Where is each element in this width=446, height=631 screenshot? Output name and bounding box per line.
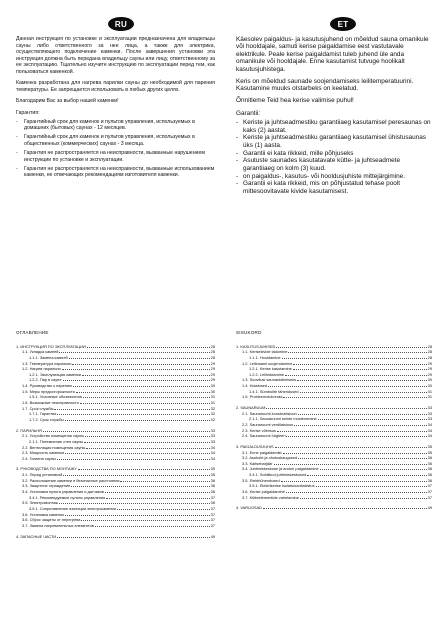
toc-entry-title: 4. VARUOSAD bbox=[236, 505, 262, 511]
et-intro-column bbox=[236, 36, 432, 318]
toc-dot-leader bbox=[65, 511, 210, 516]
toc-entry-title: 2.3. Kerise võimsus bbox=[242, 427, 276, 433]
toc-entry-page: 35 bbox=[210, 472, 215, 478]
toc-dot-leader bbox=[286, 488, 427, 493]
toc-entry-title: 1.5. Меры предосторожности bbox=[22, 388, 75, 394]
toc-entry-page: 28 bbox=[210, 354, 215, 360]
list-item: - Keriste ja juhtseadmestiku garantiiaeg kasutamisel peresaunas on kaks (2) aastat. bbox=[236, 119, 431, 134]
toc-entry-title: 3.4.1. Рекомендуемые пульты управления bbox=[29, 494, 106, 500]
toc-entry-title: 1.4.1. Sümbolite tähendused bbox=[249, 388, 299, 394]
toc-dot-leader bbox=[78, 466, 210, 471]
toc-dot-leader bbox=[83, 394, 210, 399]
toc-entry-title: 1.5.1. Условные обозначения bbox=[29, 394, 82, 400]
toc-dot-leader bbox=[71, 483, 209, 488]
list-item: - Garantii ei kata rikkeid, mis on põhjustatud tehase poolt mittesoovitavate kivide kasutamisest. bbox=[236, 180, 401, 195]
toc-dot-leader bbox=[43, 427, 210, 432]
toc-entry-page: 29 bbox=[210, 371, 215, 377]
toc-dot-leader bbox=[106, 494, 209, 499]
toc-entry-title: 1.1.1. Замена камней bbox=[29, 354, 68, 360]
toc-entry-title: 4. ЗАПАСНЫЕ ЧАСТИ bbox=[16, 533, 57, 539]
toc-entry-page: 29 bbox=[210, 377, 215, 383]
toc-entry-title: 2.1.1. Saunaruumi seinte mustenemine bbox=[249, 416, 317, 422]
toc-entry-title: 3.7. Kütteelementide vahetamine bbox=[242, 494, 299, 500]
toc-entry-page: 49 bbox=[210, 533, 215, 539]
toc-dot-leader bbox=[283, 394, 426, 399]
toc-entry bbox=[236, 494, 432, 500]
toc-dot-leader bbox=[82, 371, 210, 376]
toc-entry-title: 1.4. Hoiatused bbox=[242, 383, 268, 389]
ru-guarantee-label: Гарантия: bbox=[16, 109, 40, 116]
toc-entry-page: 36 bbox=[210, 489, 215, 495]
toc-entry-title: 1.2.2. Leiliviskamine bbox=[249, 371, 285, 377]
toc-dot-leader bbox=[87, 343, 210, 348]
ru-intro-paragraph: Данная инструкция по установке и эксплуатации предназначена для владельцы сауны либо ответственного за нее лица, а также для электрика, осуществляющего подключение каменки. После завершения установки эта инструкция должна быть передана владельцу сауны или лицу, ответственному за ее эксплуатацию. Тщательно изучите инструкцию по эксплуатации перед тем, как пользоваться каменкой. bbox=[16, 36, 215, 75]
toc-dot-leader bbox=[84, 438, 209, 443]
toc-dot-leader bbox=[298, 410, 427, 415]
toc-entry-title: 3.5. Электромонтаж bbox=[22, 500, 59, 506]
toc-dot-leader bbox=[73, 383, 210, 388]
toc-dot-leader bbox=[318, 416, 427, 421]
toc-dot-leader bbox=[288, 349, 426, 354]
toc-entry-title: 1.7.1. Гарантия bbox=[29, 411, 57, 417]
toc-entry-title: 3.6. Сброс защиты от перегрева bbox=[22, 517, 81, 523]
toc-dot-leader bbox=[117, 505, 210, 510]
toc-entry-page: 33 bbox=[427, 405, 432, 411]
toc-entry-page: 30 bbox=[210, 383, 215, 389]
toc-entry-title: 1.1.1. Hooldamine bbox=[249, 354, 281, 360]
list-item: - Гарантия не распространяется на неисправности, вызванные использованием каменки, не отвечающих рекомендациям изготовителя каменки. bbox=[16, 165, 215, 179]
toc-entry-title: 2.4. Saunaruumi hügieen bbox=[242, 433, 286, 439]
toc-entry-title: 3. РУКОВОДСТВА ПО МОНТАЖУ bbox=[16, 466, 77, 472]
toc-entry-title: 1.6. Возможные неисправности bbox=[22, 400, 79, 406]
toc-dot-leader bbox=[300, 494, 427, 499]
toc-dot-leader bbox=[76, 388, 210, 393]
toc-entry-page: 36 bbox=[427, 466, 432, 472]
toc-entry-page: 35 bbox=[210, 466, 215, 472]
toc-dot-leader bbox=[80, 399, 210, 404]
toc-entry-page: 37 bbox=[210, 511, 215, 517]
toc-dot-leader bbox=[293, 360, 426, 365]
ru-thanks-paragraph: Благодарим Вас за выбор нашей каменки! bbox=[16, 98, 119, 105]
toc-entry-page: 36 bbox=[210, 500, 215, 506]
language-badge-ru: RU bbox=[108, 17, 134, 31]
toc-entry-title: 1.2.1. Эксплуатация каменки bbox=[29, 371, 81, 377]
toc-dot-leader bbox=[65, 450, 209, 455]
toc-entry-page: 29 bbox=[210, 360, 215, 366]
toc-entry-title: 3.2. Расположение каменки и безопасные расстояния bbox=[22, 477, 120, 483]
toc-entry-page: 31 bbox=[210, 394, 215, 400]
toc-entry-title: 1.3. Soovitusi saunaskäimiseks bbox=[242, 377, 297, 383]
et-guarantee-label: Garantii: bbox=[236, 109, 261, 117]
list-item: - Гарантийный срок для каменок и пультов управления, используемых в домашних (бытовых) саунах - 12 месяцев. bbox=[16, 118, 195, 132]
toc-entry-page: 30 bbox=[427, 377, 432, 383]
toc-dot-leader bbox=[294, 421, 426, 426]
toc-dot-leader bbox=[297, 377, 427, 382]
toc-dot-leader bbox=[54, 405, 209, 410]
et-intro-paragraph: Käesolev paigaldus- ja kasutusjuhend on mõeldud sauna omanikule või hooldajale, samuti kerise paigaldamise eest vastutavale elektrikule. Peale kerise paigaldamist tuleb juhend üle anda omanikule või hooldajale. Enne kasutamist tutvuge hoolikalt kasutusjuhistega. bbox=[236, 36, 429, 73]
toc-entry bbox=[16, 455, 215, 461]
toc-entry-page: 28 bbox=[427, 343, 432, 349]
toc-entry-title: 1.5. Probleemolukorrad bbox=[242, 394, 283, 400]
toc-dot-leader bbox=[263, 505, 427, 510]
toc-entry-page: 30 bbox=[427, 383, 432, 389]
toc-dot-leader bbox=[57, 455, 210, 460]
toc-entry-title: 3.5.1. Elektrikerise isolatsioonitakistus bbox=[249, 483, 315, 489]
toc-entry bbox=[16, 522, 215, 528]
toc-dot-leader bbox=[277, 427, 427, 432]
toc-entry-title: 1.2. Leilinaami soojendamine bbox=[242, 360, 293, 366]
toc-entry bbox=[16, 533, 215, 539]
toc-entry-title: 3.3. Защитное ограждение bbox=[22, 483, 71, 489]
toc-entry-title: 1. KASUTUSJUHISED bbox=[236, 343, 276, 349]
ru-intro-column bbox=[16, 36, 215, 318]
toc-entry-page: 28 bbox=[427, 354, 432, 360]
toc-dot-leader bbox=[86, 444, 209, 449]
toc-entry-page: 33 bbox=[210, 433, 215, 439]
toc-entry-title: 3.2. Asukoht ja ohutuskaugused bbox=[242, 455, 298, 461]
toc-entry-title: 1.7.2. Срок службы bbox=[29, 416, 64, 422]
toc-dot-leader bbox=[293, 366, 427, 371]
toc-entry-page: 29 bbox=[427, 366, 432, 372]
toc-dot-leader bbox=[57, 411, 209, 416]
toc-entry-title: 3. PAIGALDUSJUHIS bbox=[236, 443, 274, 449]
toc-dot-leader bbox=[300, 388, 427, 393]
toc-entry-title: 2.1. Устройство помещения сауны bbox=[22, 433, 84, 439]
toc-entry-title: 1.3. Температура парильни bbox=[22, 360, 72, 366]
toc-entry-page: 36 bbox=[427, 472, 432, 478]
toc-entry-title: 1.1. Укладка камней bbox=[22, 349, 59, 355]
toc-entry-page: 36 bbox=[427, 455, 432, 461]
toc-dot-leader bbox=[307, 472, 426, 477]
list-item: - Гарантия не распространяется на неисправности, вызванные нарушением инструкции по установке и эксплуатации. bbox=[16, 150, 205, 163]
toc-entry-page: 33 bbox=[210, 427, 215, 433]
toc-dot-leader bbox=[285, 371, 427, 376]
toc-dot-leader bbox=[120, 477, 209, 482]
toc-entry-page: 30 bbox=[210, 388, 215, 394]
toc-entry bbox=[236, 505, 432, 511]
language-badge-et: ET bbox=[330, 17, 356, 31]
toc-entry-page: 37 bbox=[210, 522, 215, 528]
toc-entry-page: 34 bbox=[427, 433, 432, 439]
toc-dot-leader bbox=[81, 517, 209, 522]
et-guarantee-list bbox=[236, 119, 432, 195]
toc-dot-leader bbox=[72, 360, 209, 365]
toc-entry-page: 34 bbox=[210, 450, 215, 456]
toc-dot-leader bbox=[286, 433, 426, 438]
toc-entry-page: 29 bbox=[210, 366, 215, 372]
toc-dot-leader bbox=[282, 354, 427, 359]
toc-entry-title: 2. SAUNARUUM bbox=[236, 405, 266, 411]
toc-dot-leader bbox=[59, 349, 209, 354]
toc-entry-page: 33 bbox=[427, 416, 432, 422]
list-item: - on paigaldus-, kasutus- või hooldusjuhiste mittejärgimine. bbox=[236, 172, 405, 180]
toc-entry-title: 2.2. Вентиляция помещения сауны bbox=[22, 444, 86, 450]
toc-entry-page: 28 bbox=[210, 343, 215, 349]
toc-entry-title: 1.2.2. Пар в сауне bbox=[29, 377, 62, 383]
toc-dot-leader bbox=[65, 416, 210, 421]
toc-dot-leader bbox=[95, 522, 210, 527]
toc-entry bbox=[236, 433, 432, 439]
toc-entry-page: 35 bbox=[427, 449, 432, 455]
toc-entry-title: 3.3. Kaitsebarjäär bbox=[242, 460, 273, 466]
ru-guarantee-list bbox=[16, 119, 215, 180]
toc-entry-page: 31 bbox=[427, 394, 432, 400]
toc-entry-title: 2.4. Гигиена сауны bbox=[22, 455, 56, 461]
toc-entry-page: 49 bbox=[427, 505, 432, 511]
toc-entry-title: 1.1. Kerisekivide ladumine bbox=[242, 349, 288, 355]
toc-entry-page: 37 bbox=[210, 494, 215, 500]
toc-dot-leader bbox=[85, 433, 210, 438]
toc-entry-title: 1.2.1. Kerise kasutamine bbox=[249, 366, 292, 372]
toc-dot-leader bbox=[266, 404, 426, 409]
toc-entry-page: 33 bbox=[427, 410, 432, 416]
toc-entry-title: 3.5.1. Сопротивление изоляции электрокаменки bbox=[29, 505, 117, 511]
toc-entry-page: 32 bbox=[210, 411, 215, 417]
toc-dot-leader bbox=[281, 477, 427, 482]
list-item: - Keriste ja juhtseadmestiku garantiiaeg kasutamisel ühistusaunas üks (1) aasta. bbox=[236, 134, 426, 149]
ru-purpose-paragraph: Каменка разработана для нагрева парилки сауны до необходимой для парения температуры. Ее запрещается использовать в любых других целях. bbox=[16, 80, 215, 93]
toc-entry-title: 3.6. Установка каменки bbox=[22, 511, 64, 517]
toc-entry-title: 1.7. Срок службы bbox=[22, 405, 54, 411]
toc-entry-page: 35 bbox=[427, 443, 432, 449]
toc-entry-page: 29 bbox=[427, 371, 432, 377]
toc-entry-title: 1. ИНСТРУКЦИЯ ПО ЭКСПЛУАТАЦИИ bbox=[16, 343, 86, 349]
toc-dot-leader bbox=[298, 455, 427, 460]
toc-dot-leader bbox=[57, 533, 209, 538]
toc-entry-page: 32 bbox=[210, 416, 215, 422]
toc-entry-page: 36 bbox=[210, 483, 215, 489]
toc-entry-page: 37 bbox=[210, 505, 215, 511]
toc-entry-title: 3.4.1. Sobilikud juhtimiskeskused bbox=[249, 472, 307, 478]
toc-entry-page: 28 bbox=[210, 349, 215, 355]
toc-dot-leader bbox=[59, 500, 210, 505]
toc-list-ru bbox=[16, 343, 215, 539]
toc-entry-page: 36 bbox=[427, 460, 432, 466]
toc-dot-leader bbox=[320, 466, 427, 471]
table-of-contents-ru bbox=[16, 330, 215, 622]
list-item: - Гарантийный срок для каменок и пультов управления, используемых в общественных (коммерческих) саунах - 3 месяца. bbox=[16, 134, 195, 147]
toc-entry-title: 2. ПАРИЛЬНЯ bbox=[16, 427, 42, 433]
toc-entry-page: 37 bbox=[210, 517, 215, 523]
toc-dot-leader bbox=[69, 354, 210, 359]
toc-dot-leader bbox=[274, 460, 427, 465]
toc-entry-page: 28 bbox=[427, 349, 432, 355]
toc-entry-page: 34 bbox=[210, 455, 215, 461]
toc-dot-leader bbox=[276, 343, 426, 348]
toc-title-ru: ОГЛАВЛЕНИЕ bbox=[16, 330, 49, 335]
toc-dot-leader bbox=[316, 483, 427, 488]
toc-list-et bbox=[236, 343, 432, 510]
toc-entry-page: 34 bbox=[210, 444, 215, 450]
toc-entry-page: 37 bbox=[427, 494, 432, 500]
table-of-contents-et bbox=[236, 330, 432, 622]
toc-entry-title: 3.4. Juhtimiskeskuse ja andurí paigaldamine bbox=[242, 466, 319, 472]
toc-entry-page: 34 bbox=[427, 421, 432, 427]
toc-entry-page: 37 bbox=[427, 489, 432, 495]
toc-entry-title: 2.3. Мощность каменки bbox=[22, 450, 65, 456]
toc-entry-page: 36 bbox=[427, 477, 432, 483]
toc-entry bbox=[16, 416, 215, 422]
toc-entry-title: 3.5. Elektriühendused bbox=[242, 477, 280, 483]
toc-dot-leader bbox=[105, 488, 210, 493]
toc-entry-title: 1.4. Руководство к парению bbox=[22, 383, 73, 389]
toc-dot-leader bbox=[62, 366, 210, 371]
toc-entry-title: 1.2. Нагрев парильни bbox=[22, 366, 61, 372]
toc-title-et: SISUKORD bbox=[236, 330, 262, 335]
toc-dot-leader bbox=[63, 377, 210, 382]
toc-entry-page: 31 bbox=[427, 388, 432, 394]
toc-entry-page: 34 bbox=[427, 427, 432, 433]
list-item: - Asutuste saunades kasutatavate kütte- ja juhtseadmete garantiiaeg on kolm (3) kuud. bbox=[236, 157, 401, 172]
toc-entry-page: 33 bbox=[210, 438, 215, 444]
toc-entry-title: 2.1. Saunaruumi konstruktsioon bbox=[242, 410, 297, 416]
list-item: - Garantii ei kata rikkeid, mille põhjuseks bbox=[236, 149, 354, 157]
toc-dot-leader bbox=[63, 472, 209, 477]
toc-entry-page: 37 bbox=[427, 483, 432, 489]
toc-entry-title: 3.1. Перед установкой bbox=[22, 472, 63, 478]
toc-dot-leader bbox=[283, 449, 427, 454]
toc-entry-page: 29 bbox=[427, 360, 432, 366]
toc-entry-title: 3.7. Замена нагревательных элементов bbox=[22, 522, 94, 528]
toc-entry-title: 2.2. Saunaruumi ventilatsioon bbox=[242, 421, 294, 427]
toc-entry-title: 3.1. Enne paigaldamist bbox=[242, 449, 282, 455]
toc-entry-title: 3.4. Установка пульта управления и датчиков bbox=[22, 489, 104, 495]
toc-entry bbox=[236, 394, 432, 400]
toc-entry-title: 2.1.1. Потемнение стен сауны bbox=[29, 438, 84, 444]
toc-dot-leader bbox=[275, 443, 427, 448]
et-thanks-paragraph: Õnnitleme Teid hea kerise valimise puhul! bbox=[236, 97, 354, 105]
toc-entry-page: 32 bbox=[210, 405, 215, 411]
toc-entry-page: 36 bbox=[210, 477, 215, 483]
toc-entry-title: 3.6. Kerise paigaldamine bbox=[242, 489, 285, 495]
toc-entry-page: 31 bbox=[210, 400, 215, 406]
et-purpose-paragraph: Keris on mõeldud saunade soojendamiseks leilitemperatuurini. Kasutamine muuks otstarbeks on keelatud. bbox=[236, 77, 414, 93]
toc-dot-leader bbox=[268, 383, 427, 388]
